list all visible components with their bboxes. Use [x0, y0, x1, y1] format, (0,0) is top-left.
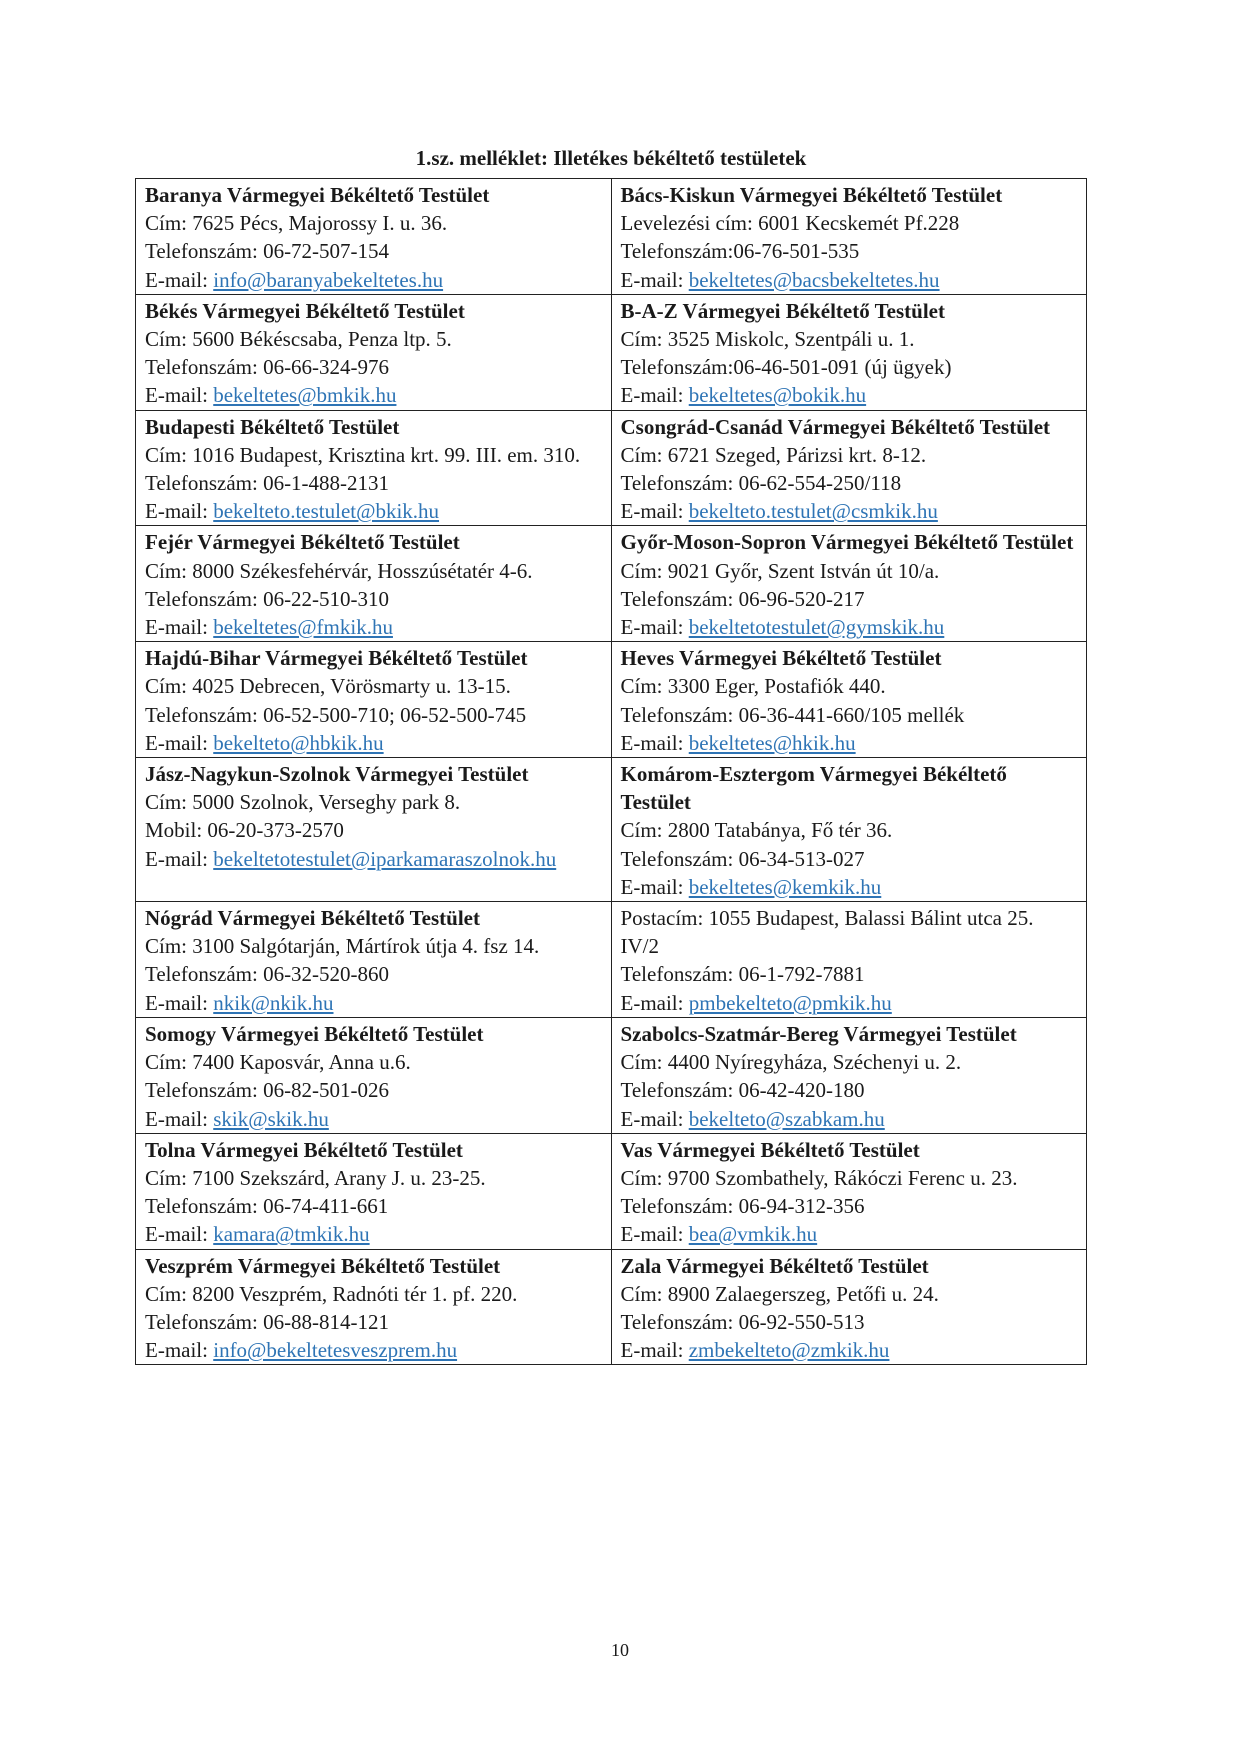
body-phone: Telefonszám: 06-34-513-027 — [620, 846, 865, 871]
body-cell — [136, 526, 612, 642]
email-label: E-mail: — [145, 383, 214, 408]
body-phone: Telefonszám: 06-92-550-513 — [620, 1309, 865, 1334]
body-cell — [136, 1017, 612, 1133]
email-label: E-mail: — [145, 499, 214, 524]
body-phone: Telefonszám:06-76-501-535 — [620, 239, 860, 264]
email-link[interactable]: bekeltetes@fmkik.hu — [213, 615, 393, 640]
email-link[interactable]: zmbekelteto@zmkik.hu — [688, 1338, 890, 1363]
body-address: Cím: 5600 Békéscsaba, Penza ltp. 5. — [145, 327, 452, 352]
body-email-line — [621, 1220, 1078, 1248]
email-link[interactable]: bekelteto@hbkik.hu — [213, 730, 384, 755]
body-phone: Telefonszám: 06-1-488-2131 — [145, 471, 390, 496]
body-phone: Telefonszám: 06-96-520-217 — [620, 586, 865, 611]
body-address: Cím: 9700 Szombathely, Rákóczi Ferenc u. 23. — [620, 1165, 1018, 1190]
body-name: B-A-Z Vármegyei Békéltető Testület — [620, 298, 945, 323]
body-email-line — [621, 613, 1078, 641]
body-cell — [611, 526, 1087, 642]
body-cell — [136, 758, 612, 902]
body-cell — [136, 410, 612, 526]
body-cell — [136, 902, 612, 1018]
table-row — [136, 179, 1087, 295]
body-email-line — [145, 729, 602, 757]
body-email-line — [621, 729, 1078, 757]
body-address: Cím: 1016 Budapest, Krisztina krt. 99. III. em. 310. — [145, 442, 581, 467]
body-name: Komárom-Esztergom Vármegyei Békéltető Testület — [620, 762, 1007, 815]
table-row — [136, 410, 1087, 526]
body-phone: Telefonszám: 06-72-507-154 — [145, 239, 390, 264]
body-name: Békés Vármegyei Békéltető Testület — [145, 298, 465, 323]
conciliation-bodies-table — [135, 178, 1087, 1365]
body-address: Postacím: 1055 Budapest, Balassi Bálint utca 25. IV/2 — [620, 906, 1034, 959]
email-link[interactable]: nkik@nkik.hu — [213, 990, 334, 1015]
body-cell — [611, 1017, 1087, 1133]
email-label: E-mail: — [620, 615, 689, 640]
table-body — [136, 179, 1087, 1365]
body-email-line — [145, 613, 602, 641]
body-phone: Telefonszám: 06-36-441-660/105 mellék — [620, 702, 965, 727]
email-label: E-mail: — [620, 383, 689, 408]
table-row — [136, 526, 1087, 642]
email-label: E-mail: — [620, 1106, 689, 1131]
table-row — [136, 1017, 1087, 1133]
body-email-line — [621, 497, 1078, 525]
email-label: E-mail: — [620, 499, 689, 524]
body-phone: Telefonszám: 06-22-510-310 — [145, 586, 390, 611]
email-label: E-mail: — [620, 267, 689, 292]
body-cell — [136, 179, 612, 295]
body-name: Bács-Kiskun Vármegyei Békéltető Testület — [620, 183, 1003, 207]
email-link[interactable]: bekeltetotestulet@gymskik.hu — [688, 615, 945, 640]
body-phone: Telefonszám: 06-82-501-026 — [145, 1078, 390, 1103]
email-link[interactable]: bekeltetotestulet@iparkamaraszolnok.hu — [213, 846, 557, 871]
body-address: Cím: 7100 Szekszárd, Arany J. u. 23-25. — [145, 1165, 486, 1190]
body-phone: Telefonszám: 06-94-312-356 — [620, 1194, 865, 1219]
table-row — [136, 294, 1087, 410]
email-link[interactable]: bekelteto.testulet@csmkik.hu — [688, 499, 938, 524]
email-label: E-mail: — [620, 730, 689, 755]
body-email-line — [621, 989, 1078, 1017]
email-label: E-mail: — [145, 1106, 214, 1131]
body-name: Zala Vármegyei Békéltető Testület — [620, 1253, 929, 1278]
body-name: Jász-Nagykun-Szolnok Vármegyei Testület — [145, 762, 529, 787]
body-name: Győr-Moson-Sopron Vármegyei Békéltető Testület — [620, 530, 1074, 555]
body-cell — [136, 294, 612, 410]
body-email-line — [145, 381, 602, 409]
body-phone: Telefonszám: 06-66-324-976 — [145, 355, 390, 380]
body-cell — [611, 1133, 1087, 1249]
email-label: E-mail: — [620, 1222, 689, 1247]
body-address: Cím: 8200 Veszprém, Radnóti tér 1. pf. 220. — [145, 1281, 518, 1306]
body-phone: Telefonszám: 06-32-520-860 — [145, 962, 390, 987]
email-link[interactable]: bekeltetes@bokik.hu — [688, 383, 867, 408]
body-phone: Telefonszám: 06-62-554-250/118 — [620, 471, 902, 496]
body-address: Cím: 9021 Győr, Szent István út 10/a. — [620, 558, 940, 583]
body-address: Cím: 3100 Salgótarján, Mártírok útja 4. fsz 14. — [145, 934, 540, 959]
body-email-line — [621, 873, 1078, 901]
email-link[interactable]: bekeltetes@kemkik.hu — [688, 874, 882, 899]
body-email-line — [145, 497, 602, 525]
email-link[interactable]: bekelteto.testulet@bkik.hu — [213, 499, 440, 524]
email-link[interactable]: bekeltetes@bmkik.hu — [213, 383, 397, 408]
body-phone: Telefonszám:06-46-501-091 (új ügyek) — [620, 355, 952, 380]
body-name: Szabolcs-Szatmár-Bereg Vármegyei Testület — [620, 1021, 1017, 1046]
email-link[interactable]: pmbekelteto@pmkik.hu — [688, 990, 892, 1015]
body-name: Csongrád-Csanád Vármegyei Békéltető Testület — [620, 414, 1051, 439]
body-phone: Telefonszám: 06-42-420-180 — [620, 1078, 865, 1103]
body-cell — [611, 902, 1087, 1018]
body-cell — [136, 1249, 612, 1365]
email-link[interactable]: bekelteto@szabkam.hu — [688, 1106, 885, 1131]
table-row — [136, 758, 1087, 902]
body-name: Heves Vármegyei Békéltető Testület — [620, 646, 942, 671]
email-link[interactable]: bekeltetes@hkik.hu — [688, 730, 856, 755]
body-cell — [611, 642, 1087, 758]
body-cell — [136, 1133, 612, 1249]
body-cell — [611, 410, 1087, 526]
body-email-line — [145, 845, 602, 873]
email-label: E-mail: — [145, 846, 214, 871]
page-title: 1.sz. melléklet: Illetékes békéltető testületek — [415, 146, 807, 170]
body-email-line — [145, 266, 602, 294]
email-link[interactable]: skik@skik.hu — [213, 1106, 329, 1131]
body-name: Veszprém Vármegyei Békéltető Testület — [145, 1253, 501, 1278]
body-address: Cím: 7625 Pécs, Majorossy I. u. 36. — [145, 211, 448, 236]
email-label: E-mail: — [145, 615, 214, 640]
email-link[interactable]: bea@vmkik.hu — [688, 1222, 818, 1247]
body-phone: Mobil: 06-20-373-2570 — [145, 818, 344, 843]
body-email-line — [621, 266, 1078, 294]
body-name: Hajdú-Bihar Vármegyei Békéltető Testület — [145, 646, 528, 671]
email-link[interactable]: kamara@tmkik.hu — [213, 1222, 370, 1247]
body-phone: Telefonszám: 06-88-814-121 — [145, 1309, 390, 1334]
email-label: E-mail: — [145, 730, 214, 755]
email-link[interactable]: bekeltetes@bacsbekeltetes.hu — [688, 267, 940, 292]
body-email-line — [145, 989, 602, 1017]
body-name: Baranya Vármegyei Békéltető Testület — [145, 183, 490, 207]
body-address: Cím: 8000 Székesfehérvár, Hosszúsétatér 4-6. — [145, 558, 533, 583]
email-link[interactable]: info@bekeltetesveszprem.hu — [213, 1338, 458, 1363]
body-email-line — [145, 1336, 602, 1364]
body-address: Cím: 8900 Zalaegerszeg, Petőfi u. 24. — [620, 1281, 939, 1306]
table-row — [136, 1249, 1087, 1365]
table-row — [136, 902, 1087, 1018]
body-address: Cím: 4400 Nyíregyháza, Széchenyi u. 2. — [620, 1050, 962, 1075]
body-cell — [611, 1249, 1087, 1365]
body-address: Cím: 3300 Eger, Postafiók 440. — [620, 674, 886, 699]
email-label: E-mail: — [145, 1338, 214, 1363]
table-row — [136, 1133, 1087, 1249]
body-cell — [136, 642, 612, 758]
body-address: Cím: 4025 Debrecen, Vörösmarty u. 13-15. — [145, 674, 511, 699]
body-email-line — [621, 1336, 1078, 1364]
email-label: E-mail: — [620, 1338, 689, 1363]
email-label: E-mail: — [145, 1222, 214, 1247]
body-name: Vas Vármegyei Békéltető Testület — [620, 1137, 920, 1162]
email-label: E-mail: — [145, 267, 214, 292]
body-address: Cím: 5000 Szolnok, Verseghy park 8. — [145, 790, 461, 815]
body-cell — [611, 294, 1087, 410]
page-number: 10 — [611, 1640, 629, 1660]
body-name: Budapesti Békéltető Testület — [145, 414, 400, 439]
body-cell — [611, 179, 1087, 295]
body-address: Levelezési cím: 6001 Kecskemét Pf.228 — [620, 211, 960, 236]
body-name: Nógrád Vármegyei Békéltető Testület — [145, 906, 480, 931]
body-phone: Telefonszám: 06-1-792-7881 — [620, 962, 865, 987]
body-phone: Telefonszám: 06-52-500-710; 06-52-500-745 — [145, 702, 527, 727]
body-phone: Telefonszám: 06-74-411-661 — [145, 1194, 389, 1219]
email-label: E-mail: — [620, 874, 689, 899]
body-email-line — [621, 381, 1078, 409]
body-email-line — [621, 1105, 1078, 1133]
body-email-line — [145, 1105, 602, 1133]
body-address: Cím: 2800 Tatabánya, Fő tér 36. — [620, 818, 893, 843]
body-name: Fejér Vármegyei Békéltető Testület — [145, 530, 460, 555]
table-row — [136, 642, 1087, 758]
email-label: E-mail: — [620, 990, 689, 1015]
body-name: Tolna Vármegyei Békéltető Testület — [145, 1137, 463, 1162]
body-address: Cím: 6721 Szeged, Párizsi krt. 8-12. — [620, 442, 927, 467]
body-cell — [611, 758, 1087, 902]
email-label: E-mail: — [145, 990, 214, 1015]
body-name: Somogy Vármegyei Békéltető Testület — [145, 1021, 484, 1046]
body-email-line — [145, 1220, 602, 1248]
body-address: Cím: 7400 Kaposvár, Anna u.6. — [145, 1050, 411, 1075]
email-link[interactable]: info@baranyabekeltetes.hu — [213, 267, 444, 292]
body-address: Cím: 3525 Miskolc, Szentpáli u. 1. — [620, 327, 915, 352]
